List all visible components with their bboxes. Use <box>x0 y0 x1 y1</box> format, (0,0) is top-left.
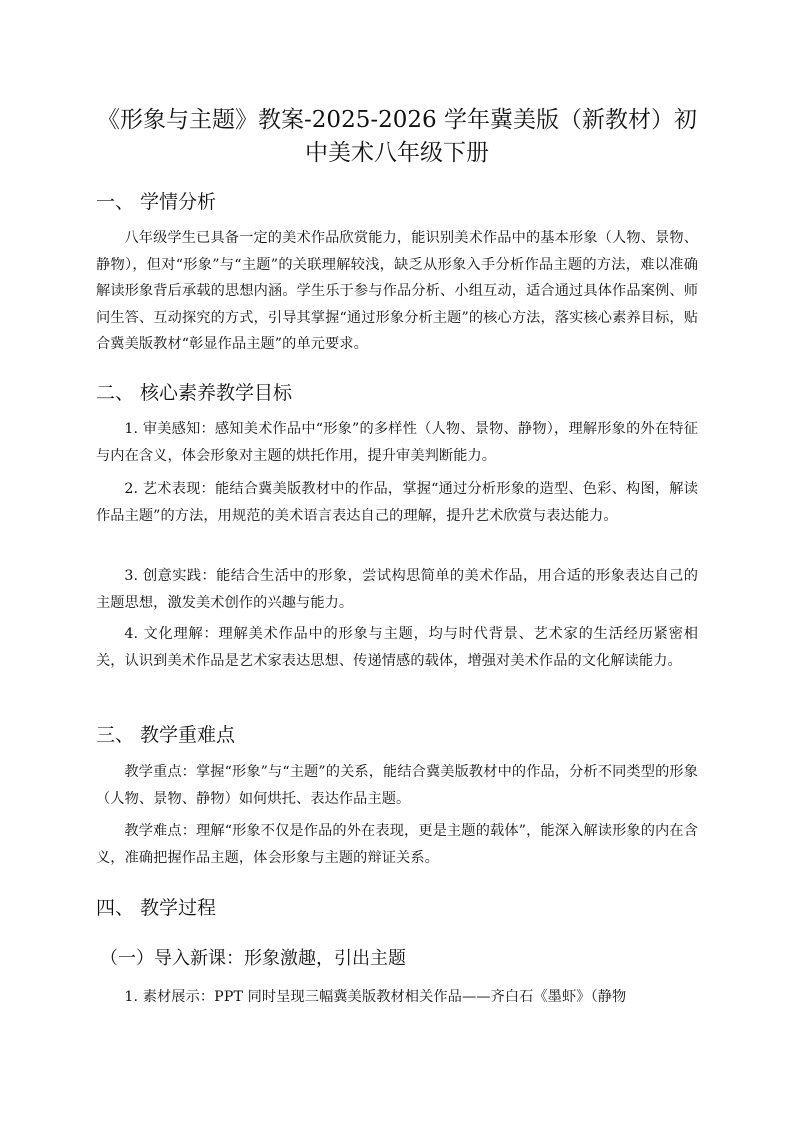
objective-item-culture: 4. 文化理解：理解美术作品中的形象与主题，均与时代背景、艺术家的生活经历紧密相关，认识到美术作品是艺术家表达思想、传递情感的载体，增强对美术作品的文化解读能力。 <box>96 626 698 669</box>
paragraph-material-display: 1. 素材展示：PPT 同时呈现三幅冀美版教材相关作品——齐白石《墨虾》（静物 <box>124 989 627 1005</box>
paragraph-learning-analysis: 八年级学生已具备一定的美术作品欣赏能力，能识别美术作品中的基本形象（人物、景物、静物），但对“形象”与“主题”的关联理解较浅，缺乏从形象入手分析作品主题的方法，难以准确解读形象背后承载的思想内涵。学生乐于参与作品分析、小组互动，适合通过具体作品案例、师问生答、互动探究的方式，引导其掌握“通过形象分析主题”的核心方法，落实核心素养目标，贴合冀美版教材“彰显作品主题”的单元要求。 <box>96 230 698 352</box>
objective-item-creative: 3. 创意实践：能结合生活中的形象，尝试构思简单的美术作品，用合适的形象表达自己的主题思想，激发美术创作的兴趣与能力。 <box>96 568 698 611</box>
paragraph-teaching-difficulty: 教学难点：理解“形象不仅是作品的外在表现，更是主题的载体”，能深入解读形象的内在含义，准确把握作品主题，体会形象与主题的辩证关系。 <box>96 823 698 866</box>
objective-item-expression: 2. 艺术表现：能结合冀美版教材中的作品，掌握“通过分析形象的造型、色彩、构图，解读作品主题”的方法，用规范的美术语言表达自己的理解，提升艺术欣赏与表达能力。 <box>96 481 698 524</box>
paragraph-teaching-focus: 教学重点：掌握“形象”与“主题”的关系，能结合冀美版教材中的作品，分析不同类型的形象（人物、景物、静物）如何烘托、表达作品主题。 <box>96 764 698 807</box>
section-heading-core-objectives: 二、 核心素养教学目标 <box>96 382 293 404</box>
section-heading-teaching-process: 四、 教学过程 <box>96 897 217 919</box>
section-heading-key-difficulties: 三、 教学重难点 <box>96 724 236 746</box>
subsection-heading-introduction: （一）导入新课：形象激趣，引出主题 <box>100 948 406 969</box>
document-title: 《形象与主题》教案-2025-2026 学年冀美版（新教材）初中美术八年级下册 <box>97 107 697 166</box>
section-heading-learning-analysis: 一、 学情分析 <box>96 191 217 213</box>
objective-item-aesthetic: 1. 审美感知：感知美术作品中“形象”的多样性（人物、景物、静物），理解形象的外在特征与内在含义，体会形象对主题的烘托作用，提升审美判断能力。 <box>96 421 698 464</box>
